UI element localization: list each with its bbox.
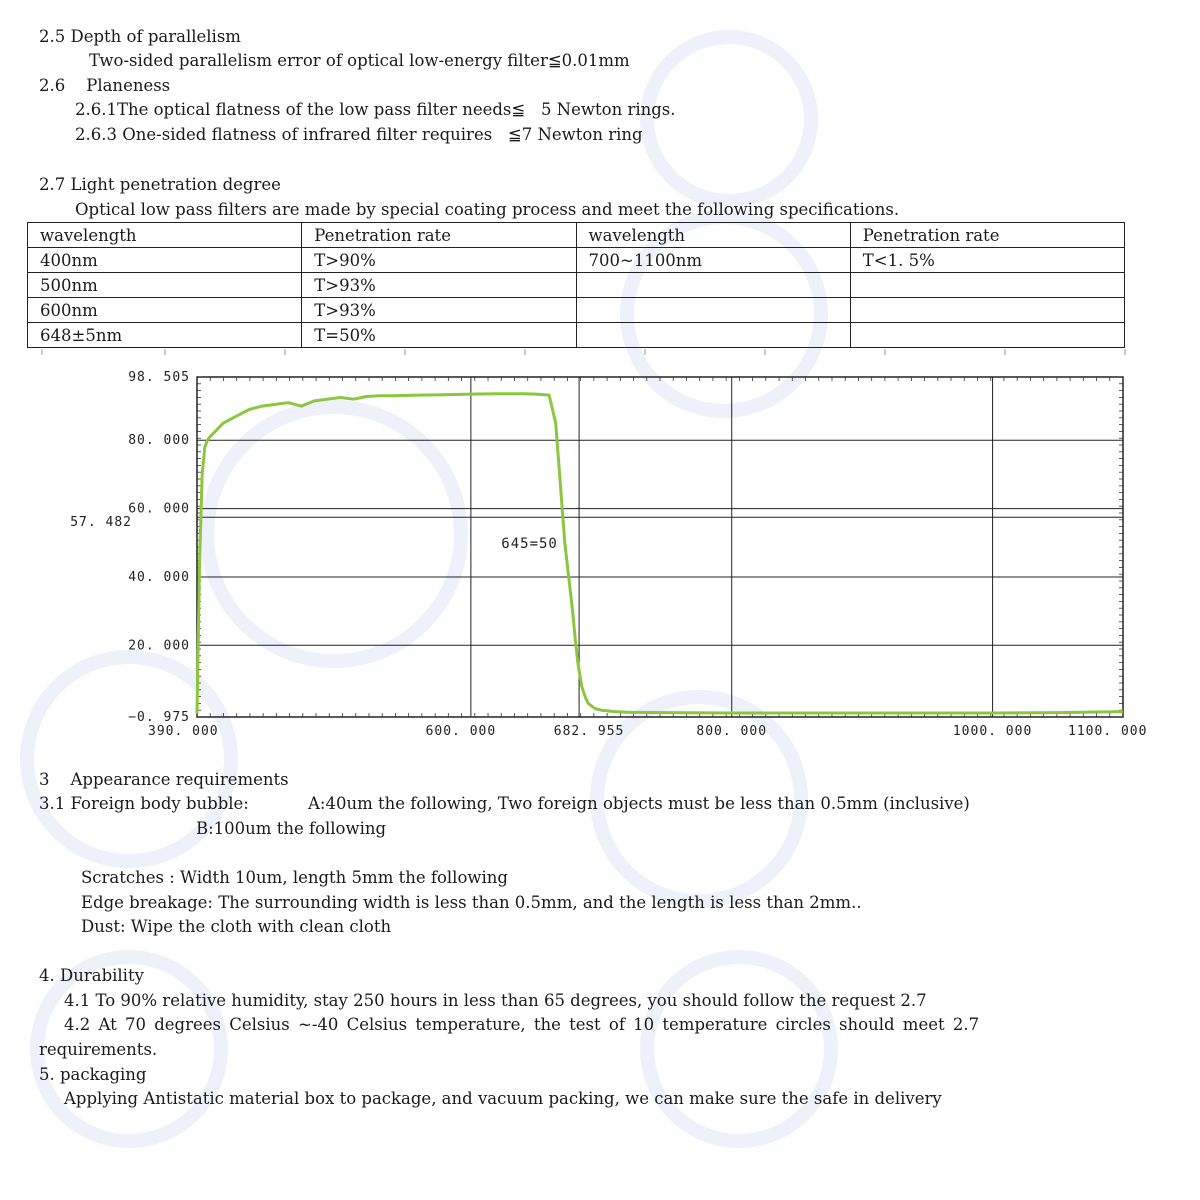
table-cell (850, 273, 1124, 298)
x-tick-label: 600. 000 (425, 724, 497, 739)
x-tick-label: 1100. 000 (1068, 724, 1148, 739)
table-header-cell: wavelength (28, 223, 302, 248)
x-tick-label: 800. 000 (696, 724, 768, 739)
table-cell (576, 273, 850, 298)
transmittance-chart (0, 345, 1200, 745)
y-tick-label: 98. 505 (128, 370, 190, 385)
y-tick-label: 20. 000 (128, 638, 190, 654)
section-3-heading: 3 Appearance requirements (39, 770, 289, 789)
plot-frame (197, 377, 1123, 717)
x-tick-label: 1000. 000 (952, 724, 1033, 739)
table-row (28, 273, 1125, 298)
table-cell: 500nm (28, 273, 302, 298)
x-tick-label: 682. 955 (553, 724, 625, 739)
section-2-5-text: Two-sided parallelism error of optical low-energy filter≦0.01mm (89, 51, 630, 70)
section-2-7-intro: Optical low pass filters are made by special coating process and meet the following specifications. (75, 200, 900, 219)
section-5-text: Applying Antistatic material box to package, and vacuum packing, we can make sure the safe in delivery (64, 1089, 942, 1108)
bubble-b: B:100um the following (196, 819, 387, 838)
section-2-5-heading: 2.5 Depth of parallelism (39, 27, 241, 46)
table-header-cell: wavelength (576, 223, 850, 248)
table-cell: 700~1100nm (576, 248, 850, 273)
table-row (28, 298, 1125, 323)
y-tick-label: 40. 000 (128, 569, 190, 585)
section-2-6-heading: 2.6 Planeness (39, 76, 171, 95)
edge-text: Edge breakage: The surrounding width is less than 0.5mm, and the length is less than 2mm.. (81, 893, 862, 912)
bubble-a: A:40um the following, Two foreign objects must be less than 0.5mm (inclusive) (308, 794, 970, 813)
table-row (28, 248, 1125, 273)
table-header-cell: Penetration rate (850, 223, 1124, 248)
bubble-label: 3.1 Foreign body bubble: (39, 794, 249, 813)
table-cell (850, 298, 1124, 323)
y-tick-label: 57. 482 (70, 515, 132, 531)
table-cell: T=50% (302, 323, 576, 348)
table-cell (576, 298, 850, 323)
section-4-line3: requirements. (39, 1040, 158, 1059)
table-cell: 600nm (28, 298, 302, 323)
table-cell (576, 323, 850, 348)
watermark-ring (640, 950, 838, 1148)
table-cell (850, 323, 1124, 348)
y-tick-label: −0. 975 (128, 710, 190, 725)
penetration-table (27, 222, 1125, 348)
series-line (197, 394, 1123, 714)
table-row (28, 323, 1125, 348)
section-2-7-heading: 2.7 Light penetration degree (39, 175, 281, 194)
section-2-6-line1: 2.6.1The optical flatness of the low pass filter needs≦ 5 Newton rings. (75, 100, 676, 119)
x-tick-label: 390. 000 (148, 724, 219, 739)
table-cell: 648±5nm (28, 323, 302, 348)
table-header-row (28, 223, 1125, 248)
section-4-line2: 4.2 At 70 degrees Celsius ~-40 Celsius temperature, the test of 10 temperature circles should meet 2.7 (64, 1015, 980, 1034)
table-cell: T>93% (302, 298, 576, 323)
scratches-text: Scratches : Width 10um, length 5mm the following (81, 868, 508, 887)
table-cell: T<1. 5% (850, 248, 1124, 273)
section-5-heading: 5. packaging (39, 1065, 147, 1084)
table-cell: T>93% (302, 273, 576, 298)
chart-annotation: 645=50 (501, 535, 558, 552)
y-tick-label: 60. 000 (128, 501, 190, 517)
section-4-heading: 4. Durability (39, 966, 144, 985)
dust-text: Dust: Wipe the cloth with clean cloth (81, 917, 392, 936)
y-tick-label: 80. 000 (128, 433, 190, 449)
section-4-line1: 4.1 To 90% relative humidity, stay 250 hours in less than 65 degrees, you should follow the request 2.7 (64, 991, 927, 1010)
table-cell: T>90% (302, 248, 576, 273)
section-2-6-line2: 2.6.3 One-sided flatness of infrared filter requires ≦7 Newton ring (75, 125, 643, 144)
table-cell: 400nm (28, 248, 302, 273)
table-header-cell: Penetration rate (302, 223, 576, 248)
